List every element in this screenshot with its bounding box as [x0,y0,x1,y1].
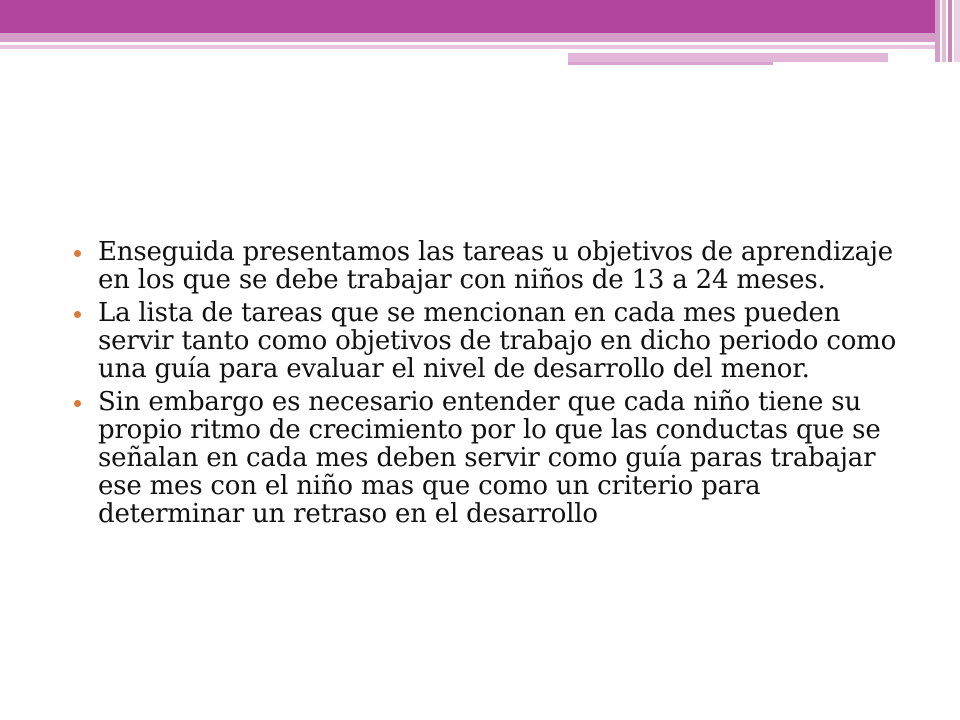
right-stripe [954,0,960,62]
bullet-item [74,238,904,294]
top-banner [0,0,935,33]
bullet-item [74,299,904,383]
bullet-text: Enseguida presentamos las tareas u objetivos de aprendizaje en los que se debe trabajar con niños de 13 a 24 meses. [98,237,893,295]
top-banner-step [568,53,888,62]
bullet-text: Sin embargo es necesario entender que cada niño tiene su propio ritmo de crecimiento por lo que las conductas que se señalan en cada mes deben servir como guía paras trabajar ese mes con el niño mas que como un criterio para determinar un retraso en el desarrollo [98,387,881,529]
bullet-dot-icon [74,250,81,257]
bullet-text: La lista de tareas que se mencionan en cada mes pueden servir tanto como objetivos de trabajo en dicho periodo como una guía para evaluar el nivel de desarrollo del menor. [98,298,897,384]
bullet-list [74,238,904,533]
top-banner-step [568,62,773,65]
bullet-dot-icon [74,311,81,318]
bullet-dot-icon [74,400,81,407]
bullet-item [74,388,904,528]
top-banner-stripe [0,33,935,42]
